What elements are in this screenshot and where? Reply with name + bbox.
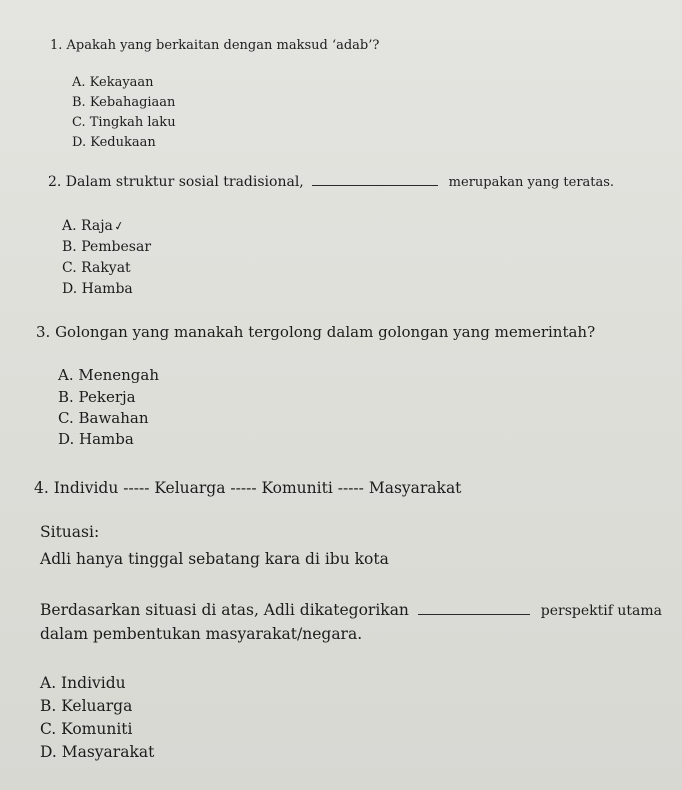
- question-2-text-start: 2. Dalam struktur sosial tradisional,: [48, 174, 304, 190]
- question-1-option-c[interactable]: C. Tingkah laku: [72, 115, 176, 130]
- question-1-option-d[interactable]: D. Kedukaan: [72, 135, 156, 150]
- question-2-option-c[interactable]: C. Rakyat: [62, 260, 131, 276]
- check-mark-icon: ✓: [112, 218, 126, 234]
- question-2-answer-blank[interactable]: [312, 184, 438, 186]
- question-3-option-a[interactable]: A. Menengah: [58, 366, 160, 384]
- question-4-stem-start: Berdasarkan situasi di atas, Adli dikategorikan: [40, 601, 409, 619]
- question-2-option-a[interactable]: [62, 218, 124, 234]
- situasi-text: Adli hanya tinggal sebatang kara di ibu kota: [40, 550, 389, 568]
- question-1-text: 1. Apakah yang berkaitan dengan maksud ‘adab’?: [50, 38, 380, 53]
- question-3-option-c[interactable]: C. Bawahan: [58, 409, 149, 427]
- question-2-option-a-label: A. Raja: [62, 218, 113, 234]
- question-2-text: [48, 174, 614, 190]
- situasi-label: Situasi:: [40, 523, 100, 541]
- question-1-option-b[interactable]: B. Kebahagiaan: [72, 95, 176, 110]
- question-4-option-b[interactable]: B. Keluarga: [40, 697, 133, 715]
- question-2-option-b[interactable]: B. Pembesar: [62, 239, 152, 255]
- question-4-chain: 4. Individu ----- Keluarga ----- Komuniti ----- Masyarakat: [34, 479, 462, 497]
- question-2-option-d[interactable]: D. Hamba: [62, 281, 133, 297]
- question-4-option-a[interactable]: A. Individu: [40, 674, 126, 692]
- question-3-text: 3. Golongan yang manakah tergolong dalam golongan yang memerintah?: [36, 323, 596, 341]
- question-4-option-d[interactable]: D. Masyarakat: [40, 743, 155, 761]
- question-3-option-b[interactable]: B. Pekerja: [58, 388, 136, 406]
- question-4-answer-blank[interactable]: [418, 613, 530, 615]
- question-4-stem-line-1: [40, 601, 662, 619]
- question-2-text-end: merupakan yang teratas.: [448, 175, 615, 190]
- question-1-option-a[interactable]: A. Kekayaan: [72, 75, 154, 90]
- question-4-option-c[interactable]: C. Komuniti: [40, 720, 133, 738]
- question-4-stem-line-2: dalam pembentukan masyarakat/negara.: [40, 625, 363, 643]
- question-3-option-d[interactable]: D. Hamba: [58, 430, 134, 448]
- question-4-stem-end: perspektif utama: [540, 603, 662, 619]
